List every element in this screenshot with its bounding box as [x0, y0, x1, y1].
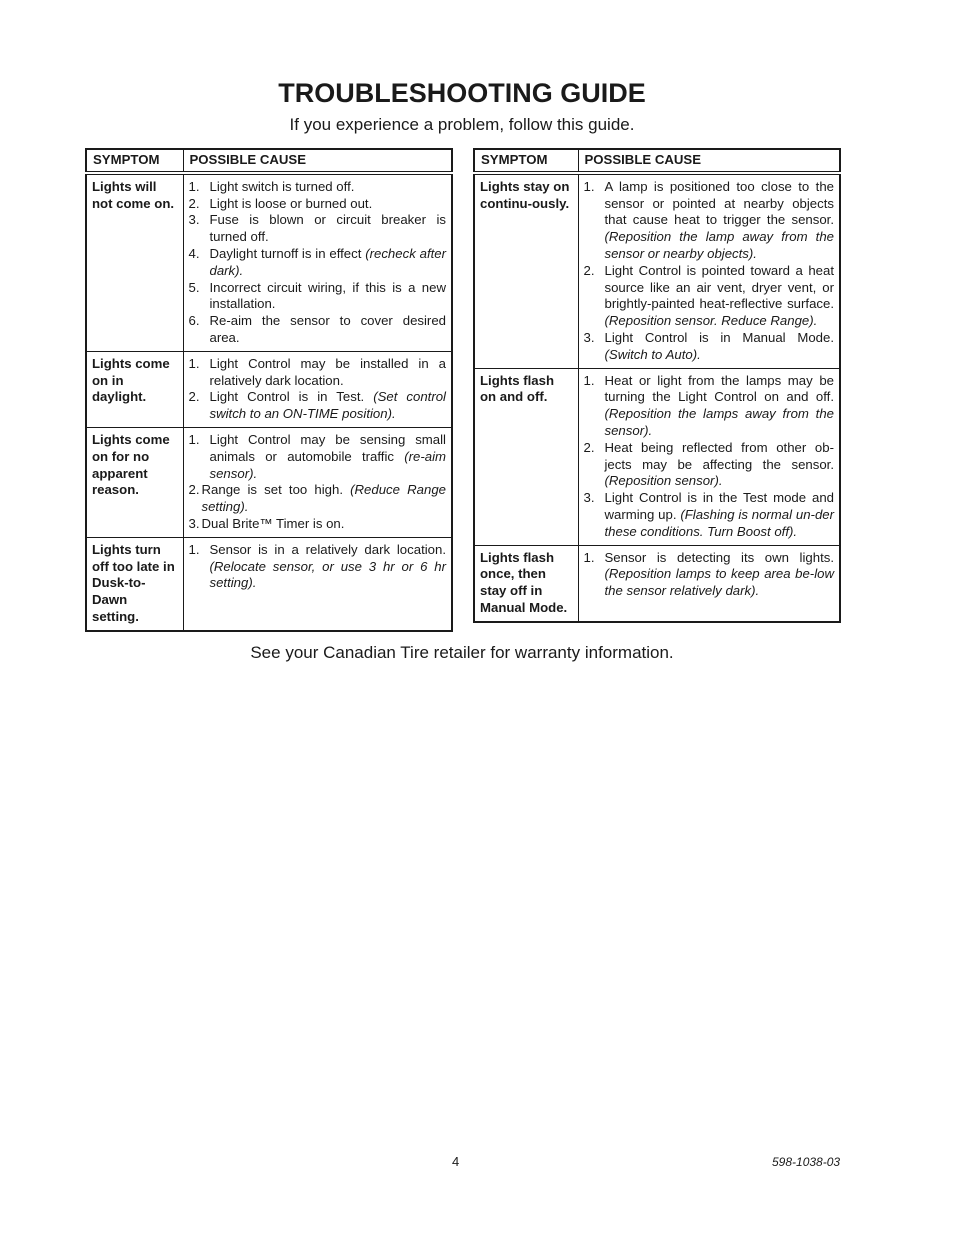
cause-list: [189, 356, 447, 423]
symptom-cell: Lights flash on and off.: [474, 368, 578, 545]
cause-remedy: (Set control switch to an ON-TIME position).: [209, 389, 446, 422]
symptom-header: SYMPTOM: [86, 149, 183, 173]
table-header-row: [474, 149, 840, 173]
cause-text-wrap: [210, 389, 447, 423]
cause-number: 2.: [188, 389, 200, 405]
cause-text: Light Control is in Manual Mode.: [604, 329, 834, 345]
cause-number: 3.: [583, 490, 595, 506]
cause-number: 1.: [188, 431, 200, 447]
cause-text-wrap: [210, 280, 447, 314]
cause-text: Incorrect circuit wiring, if this is a new installation.: [209, 279, 446, 312]
cause-number: 5.: [188, 279, 200, 295]
page-subtitle: If you experience a problem, follow this guide.: [289, 115, 635, 134]
cause-text: Daylight turnoff is in effect: [209, 245, 366, 261]
cause-cell: [183, 173, 452, 351]
cause-item: [189, 179, 447, 196]
possible-cause-header: POSSIBLE CAUSE: [578, 149, 840, 173]
page-title: TROUBLESHOOTING GUIDE: [278, 78, 646, 108]
symptom-cell: Lights come on for no apparent reason.: [86, 427, 183, 537]
cause-item: [189, 246, 447, 280]
cause-list: [584, 373, 835, 541]
table-row: [86, 351, 452, 427]
document-number: 598-1038-03: [772, 1155, 841, 1169]
cause-text-wrap: [605, 440, 835, 490]
cause-text-wrap: [210, 432, 447, 482]
cause-text: Light Control is pointed toward a heat source like an air vent, dryer vent, or brightly-painted heat-reflective surface.: [604, 262, 834, 312]
cause-cell: [578, 545, 840, 622]
cause-remedy: (Reduce Range setting).: [201, 482, 446, 515]
cause-list: [189, 432, 447, 533]
cause-remedy: (Reposition the lamp away from the sensor or nearby objects).: [604, 229, 834, 261]
cause-item: [584, 440, 835, 490]
troubleshooting-table-right: [473, 148, 841, 623]
cause-number: 6.: [188, 313, 200, 329]
cause-text-wrap: [210, 246, 447, 280]
cause-remedy: (Relocate sensor, or use 3 hr or 6 hr setting).: [209, 558, 446, 591]
cause-remedy: (recheck after dark).: [209, 245, 446, 278]
cause-number: 3.: [188, 515, 200, 531]
symptom-cell: Lights flash once, then stay off in Manual Mode.: [474, 545, 578, 622]
cause-text-wrap: [202, 516, 447, 533]
cause-remedy: (Reposition lamps to keep area be-low the sensor relatively dark).: [604, 566, 834, 599]
warranty-note: See your Canadian Tire retailer for warranty information.: [250, 643, 674, 662]
table-header-row: [86, 149, 452, 173]
cause-remedy: (Reposition sensor).: [604, 473, 723, 489]
cause-cell: [578, 173, 840, 368]
cause-item: [584, 550, 835, 600]
cause-item: [584, 179, 835, 263]
cause-remedy: (Reposition the lamps away from the sensor).: [604, 406, 834, 438]
cause-item: [189, 542, 447, 592]
cause-remedy: (Switch to Auto).: [604, 346, 701, 362]
cause-number: 3.: [188, 212, 200, 228]
cause-text: Sensor is detecting its own lights.: [604, 549, 834, 565]
cause-text: Sensor is in a relatively dark location.: [209, 541, 446, 557]
cause-item: [189, 356, 447, 390]
cause-text: Fuse is blown or circuit breaker is turned off.: [209, 212, 446, 245]
cause-cell: [183, 351, 452, 427]
symptom-header: SYMPTOM: [474, 149, 578, 173]
cause-number: 2.: [188, 482, 200, 498]
table-row: [86, 427, 452, 537]
cause-number: 1.: [188, 541, 200, 557]
cause-remedy: (re-aim sensor).: [209, 448, 446, 481]
symptom-cell: Lights turn off too late in Dusk-to-Dawn setting.: [86, 537, 183, 630]
cause-number: 1.: [583, 178, 595, 194]
cause-item: [189, 313, 447, 347]
cause-list: [584, 179, 835, 364]
cause-list: [189, 179, 447, 347]
cause-number: 2.: [188, 195, 200, 211]
cause-number: 3.: [583, 329, 595, 345]
symptom-cell: Lights stay on continu-ously.: [474, 173, 578, 368]
page-number: 4: [452, 1154, 460, 1169]
cause-item: [584, 263, 835, 330]
cause-text-wrap: [210, 196, 447, 213]
possible-cause-header: POSSIBLE CAUSE: [183, 149, 452, 173]
cause-text-wrap: [210, 313, 447, 347]
cause-cell: [183, 537, 452, 630]
cause-cell: [578, 368, 840, 545]
cause-number: 2.: [583, 262, 595, 278]
cause-text-wrap: [605, 490, 835, 540]
cause-number: 1.: [583, 549, 595, 565]
cause-text: Re-aim the sensor to cover desired area.: [209, 313, 446, 345]
cause-text: A lamp is positioned too close to the sensor or pointed at nearby objects that cause heat to trigger the sensor.: [604, 178, 834, 228]
cause-item: [189, 516, 447, 533]
cause-text: Heat or light from the lamps may be turning the Light Control on and off.: [604, 372, 834, 405]
cause-item: [189, 280, 447, 314]
cause-text: Light Control may be installed in a relatively dark location.: [209, 355, 446, 388]
cause-text-wrap: [210, 356, 447, 390]
cause-item: [189, 212, 447, 246]
cause-number: 4.: [188, 245, 200, 261]
cause-text-wrap: [605, 373, 835, 440]
cause-text: Light switch is turned off.: [209, 178, 355, 194]
cause-item: [189, 482, 447, 516]
table-row: [86, 537, 452, 630]
symptom-cell: Lights come on in daylight.: [86, 351, 183, 427]
table-row: [474, 545, 840, 622]
cause-text-wrap: [605, 550, 835, 600]
table-row: [474, 173, 840, 368]
troubleshooting-table-left: [85, 148, 453, 632]
cause-text-wrap: [605, 330, 835, 364]
cause-text-wrap: [605, 263, 835, 330]
cause-text: Heat being reflected from other ob-jects may be affecting the sensor.: [604, 439, 834, 472]
cause-number: 1.: [188, 178, 200, 194]
cause-text: Range is set too high.: [201, 482, 351, 498]
cause-item: [189, 196, 447, 213]
cause-text: Light Control is in Test.: [209, 389, 374, 405]
cause-item: [584, 373, 835, 440]
cause-text: Light Control may be sensing small animals or automobile traffic: [209, 431, 446, 464]
cause-cell: [183, 427, 452, 537]
cause-text: Light is loose or burned out.: [209, 195, 373, 211]
cause-remedy: (Reposition sensor. Reduce Range).: [604, 313, 818, 329]
cause-list: [584, 550, 835, 600]
table-row: [86, 173, 452, 351]
cause-text-wrap: [210, 212, 447, 246]
cause-item: [189, 389, 447, 423]
symptom-cell: Lights will not come on.: [86, 173, 183, 351]
table-row: [474, 368, 840, 545]
cause-remedy: (Flashing is normal un-der these conditions. Turn Boost off).: [604, 506, 834, 539]
cause-text-wrap: [210, 542, 447, 592]
cause-number: 1.: [583, 372, 595, 388]
cause-text: Light Control is in the Test mode and warming up.: [604, 490, 834, 522]
cause-item: [584, 330, 835, 364]
cause-text-wrap: [605, 179, 835, 263]
cause-number: 2.: [583, 439, 595, 455]
cause-list: [189, 542, 447, 592]
cause-text-wrap: [210, 179, 447, 196]
cause-number: 1.: [188, 355, 200, 371]
cause-text: Dual Brite™ Timer is on.: [201, 515, 345, 531]
cause-text-wrap: [202, 482, 447, 516]
cause-item: [584, 490, 835, 540]
cause-item: [189, 432, 447, 482]
